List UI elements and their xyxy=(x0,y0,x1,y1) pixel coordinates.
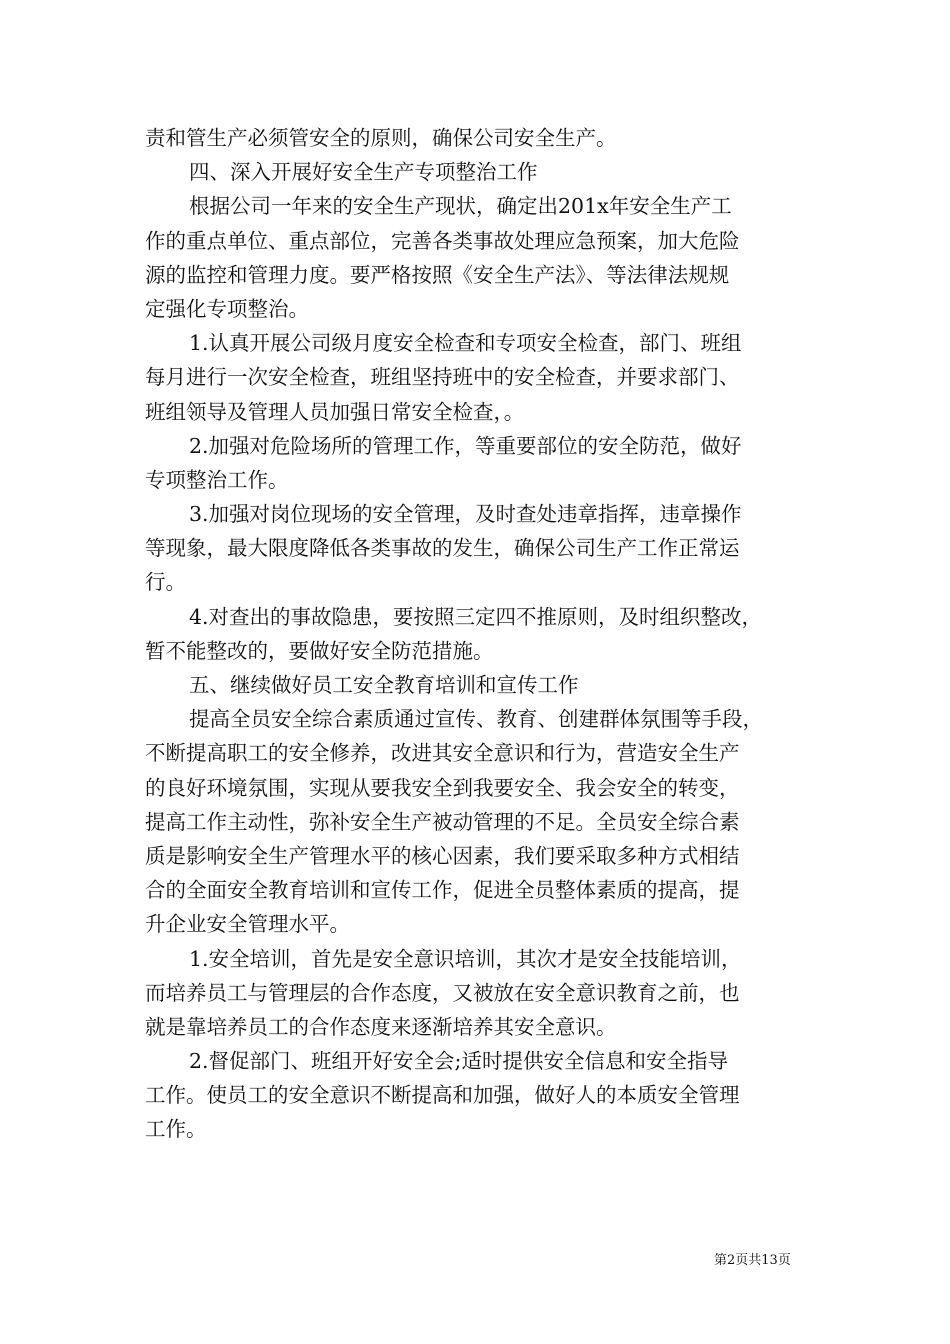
text-line: 而培养员工与管理层的合作态度，又被放在安全意识教育之前，也 xyxy=(145,980,740,1005)
text-line: 暂不能整改的，要做好安全防范措施。 xyxy=(145,638,494,663)
text-line: 不断提高职工的安全修养，改进其安全意识和行为，营造安全生产 xyxy=(145,741,740,766)
text-line: 源的监控和管理力度。要严格按照《安全生产法》、等法律法规规 xyxy=(145,262,730,287)
text-line: 工作。使员工的安全意识不断提高和加强，做好人的本质安全管理 xyxy=(145,1083,740,1108)
text-line: 根据公司一年来的安全生产现状，确定出201x年安全生产工 xyxy=(189,194,732,219)
text-line: 提高工作主动性，弥补安全生产被动管理的不足。全员安全综合素 xyxy=(145,809,740,834)
text-line: 作的重点单位、重点部位，完善各类事故处理应急预案，加大危险 xyxy=(145,228,740,253)
text-line: 合的全面安全教育培训和宣传工作，促进全员整体素质的提高，提 xyxy=(145,878,740,903)
text-line: 质是影响安全生产管理水平的核心因素，我们要采取多种方式相结 xyxy=(145,843,740,868)
text-line: 4.对查出的事故隐患，要按照三定四不推原则，及时组织整改， xyxy=(189,604,763,629)
text-line: 专项整治工作。 xyxy=(145,467,289,492)
text-line: 等现象，最大限度降低各类事故的发生，确保公司生产工作正常运 xyxy=(145,536,740,561)
text-line: 五、继续做好员工安全教育培训和宣传工作 xyxy=(189,673,579,697)
text-line: 2.督促部门、班组开好安全会;适时提供安全信息和安全指导 xyxy=(189,1049,728,1074)
text-line: 升企业安全管理水平。 xyxy=(145,912,350,937)
text-line: 每月进行一次安全检查，班组坚持班中的安全检查，并要求部门、 xyxy=(145,365,740,390)
text-line: 责和管生产必须管安全的原则，确保公司安全生产。 xyxy=(145,126,617,150)
text-line: 班组领导及管理人员加强日常安全检查，。 xyxy=(145,399,525,424)
text-line: 提高全员安全综合素质通过宣传、教育、创建群体氛围等手段， xyxy=(189,707,763,732)
text-line: 就是靠培养员工的合作态度来逐渐培养其安全意识。 xyxy=(145,1014,617,1039)
text-line: 工作。 xyxy=(145,1117,207,1142)
text-line: 定强化专项整治。 xyxy=(145,296,309,321)
text-line: 的良好环境氛围，实现从要我安全到我要安全、我会安全的转变， xyxy=(145,775,740,800)
text-line: 四、深入开展好安全生产专项整治工作 xyxy=(189,160,538,185)
page-number-footer: 第2页共13页 xyxy=(714,1253,791,1268)
text-line: 1.安全培训，首先是安全意识培训，其次才是安全技能培训， xyxy=(189,946,742,971)
body-text xyxy=(145,121,807,1147)
text-line: 2.加强对危险场所的管理工作，等重要部位的安全防范，做好 xyxy=(189,433,742,458)
text-line: 行。 xyxy=(145,570,186,595)
text-line: 3.加强对岗位现场的安全管理，及时查处违章指挥，违章操作 xyxy=(189,502,742,527)
text-line: 1.认真开展公司级月度安全检查和专项安全检查，部门、班组 xyxy=(189,331,742,356)
